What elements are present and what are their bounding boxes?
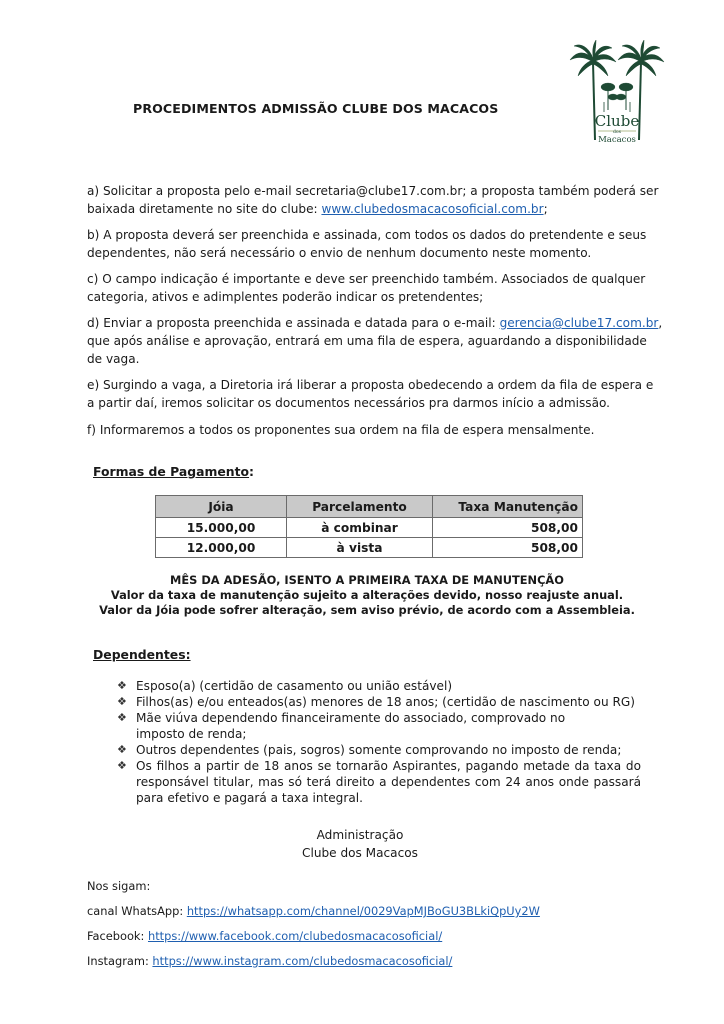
step-d [87,314,663,368]
step-b [87,226,647,262]
club-website-link[interactable]: www.clubedosmacacosoficial.com.br [321,202,544,216]
payment-heading-colon: : [249,464,255,479]
palm-trees-icon [568,40,666,146]
step-d-line1-prefix: d) Enviar a proposta preenchida e assinada e datada para o e-mail: [87,316,500,330]
social-intro: Nos sigam: [87,879,151,893]
step-a-line2-suffix: ; [543,202,548,216]
cell-joia: 12.000,00 [156,538,287,558]
step-f [87,421,647,439]
step-c-line1: c) O campo indicação é importante e deve ser preenchido também. Associados de qualquer [87,272,646,286]
signature-line-1: Administração [316,828,404,842]
whatsapp-label: canal WhatsApp: [87,904,187,918]
list-item [117,742,647,758]
list-item [117,710,647,742]
notice-line-1: MÊS DA ADESÃO, ISENTO A PRIMEIRA TAXA DE MANUTENÇÃO [170,573,564,587]
table-row [156,538,583,558]
payment-notice [87,573,647,618]
step-a-line2-prefix: baixada diretamente no site do clube: [87,202,322,216]
payment-heading-text: Formas de Pagamento [93,464,250,479]
dependents-list [117,678,647,806]
social-whatsapp [87,904,540,918]
signature-line-2: Clube dos Macacos [302,846,418,860]
dependents-heading: Dependentes: [93,647,191,662]
notice-line-2: Valor da taxa de manutenção sujeito a alterações devido, nosso reajuste anual. [110,588,624,602]
step-d-line1 [87,314,663,332]
step-c-line2: categoria, ativos e adimplentes poderão indicar os pretendentes; [87,290,484,304]
svg-text:Macacos: Macacos [598,135,636,145]
dependent-text: Mãe viúva dependendo financeiramente do associado, comprovado no imposto de renda; [136,711,566,741]
step-b-line1: b) A proposta deverá ser preenchida e assinada, com todos os dados do pretendente e seus [87,228,647,242]
facebook-label: Facebook: [87,929,148,943]
club-logo [568,40,666,146]
diamond-dots-bullet-icon: ❖ [117,679,127,692]
cell-taxa: 508,00 [433,538,583,558]
social-facebook [87,929,442,943]
list-item [117,678,647,694]
cell-parcelamento: à combinar [287,518,433,538]
dependent-text: Filhos(as) e/ou enteados(as) menores de 18 anos; (certidão de nascimento ou RG) [136,695,635,709]
instagram-link[interactable]: https://www.instagram.com/clubedosmacacosoficial/ [152,954,453,968]
gerencia-email-link[interactable]: gerencia@clube17.com.br [499,316,659,330]
step-d-line1-suffix: , [658,316,663,330]
step-d-line3: de vaga. [87,352,140,366]
step-a [87,182,659,218]
cell-taxa: 508,00 [433,518,583,538]
page-title: PROCEDIMENTOS ADMISSÃO CLUBE DOS MACACOS [133,101,499,116]
payment-table [155,495,583,558]
svg-text:Clube: Clube [594,112,640,130]
cell-joia: 15.000,00 [156,518,287,538]
step-a-line2 [87,200,647,218]
whatsapp-link[interactable]: https://whatsapp.com/channel/0029VapMJBoGU3BLkiQpUy2W [186,904,540,918]
step-e-line1: e) Surgindo a vaga, a Diretoria irá liberar a proposta obedecendo a ordem da fila de espera e [87,378,654,392]
step-a-line1: a) Solicitar a proposta pelo e-mail secretaria@clube17.com.br; a proposta também poderá ser [87,184,659,198]
list-item [117,694,647,710]
step-d-line2: que após análise e aprovação, entrará em uma fila de espera, aguardando a disponibilidade [87,334,647,348]
payment-table-header-row [156,496,583,518]
dependent-text: Esposo(a) (certidão de casamento ou união estável) [136,679,453,693]
diamond-dots-bullet-icon: ❖ [117,695,127,708]
step-f-line1: f) Informaremos a todos os proponentes sua ordem na fila de espera mensalmente. [87,423,595,437]
step-c [87,270,647,306]
list-item [117,758,647,806]
social-instagram [87,954,452,968]
dependent-text: Outros dependentes (pais, sogros) somente comprovando no imposto de renda; [136,743,622,757]
table-row [156,518,583,538]
step-b-line2: dependentes, não será necessário o envio de nenhum documento neste momento. [87,246,592,260]
diamond-dots-bullet-icon: ❖ [117,743,127,756]
diamond-dots-bullet-icon: ❖ [117,711,127,724]
step-e-line2: a partir daí, iremos solicitar os documentos necessários pra darmos início a admissão. [87,396,611,410]
notice-line-3: Valor da Jóia pode sofrer alteração, sem aviso prévio, de acordo com a Assembleia. [99,603,635,617]
header-taxa-manutencao: Taxa Manutenção [433,496,583,518]
cell-parcelamento: à vista [287,538,433,558]
header-parcelamento: Parcelamento [287,496,433,518]
facebook-link[interactable]: https://www.facebook.com/clubedosmacacosoficial/ [147,929,443,943]
svg-text:dos: dos [613,130,621,135]
step-e [87,376,654,412]
payment-heading [93,464,254,479]
dependent-text: Os filhos a partir de 18 anos se tornarão Aspirantes, pagando metade da taxa do responsável titular, mas só terá direito a dependentes com 24 anos onde passará para efetivo e pagará a taxa integral. [136,759,641,805]
diamond-dots-bullet-icon: ❖ [117,759,127,772]
instagram-label: Instagram: [87,954,153,968]
signature-block [260,826,460,862]
header-joia: Jóia [156,496,287,518]
